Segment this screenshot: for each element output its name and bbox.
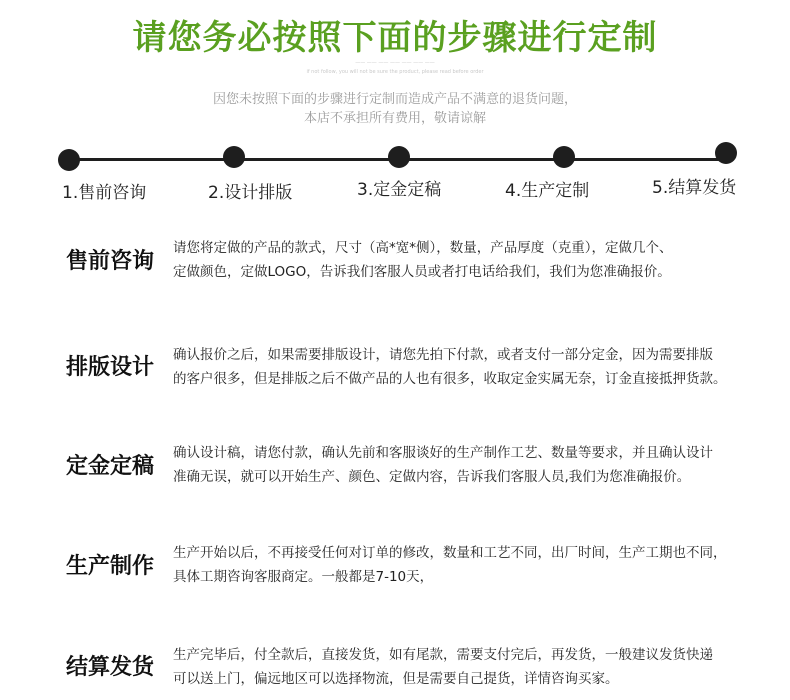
desc-line: 确认报价之后，如果需要排版设计，请您先拍下付款，或者支付一部分定金，因为需要排版 (173, 347, 713, 363)
desc-line: 请您将定做的产品的款式，尺寸（高*宽*侧），数量，产品厚度（克重），定做几个、 (173, 240, 673, 256)
timeline-dot-5 (715, 142, 737, 164)
page-title: 请您务必按照下面的步骤进行定制 (132, 18, 658, 58)
desc-line: 准确无误，就可以开始生产、颜色、定做内容，告诉我们客服人员,我们为您准确报价。 (173, 469, 691, 485)
faint-divider: —— —— —— —— —— —— —— (355, 60, 435, 66)
step-label-2: 2.设计排版 (208, 183, 293, 203)
desc-line: 生产开始以后，不再接受任何对订单的修改，数量和工艺不同，出厂时间，生产工期也不同， (173, 545, 727, 561)
section-title-production: 生产制作 (66, 554, 155, 579)
desc-line: 具体工期咨询客服商定。一般都是7-10天， (173, 569, 434, 585)
section-title-design: 排版设计 (66, 355, 155, 380)
section-title-deposit: 定金定稿 (66, 454, 155, 479)
desc-line: 确认设计稿，请您付款，确认先前和客服谈好的生产制作工艺、数量等要求，并且确认设计 (173, 445, 713, 461)
section-title-presale: 售前咨询 (66, 249, 155, 274)
timeline-dot-1 (58, 149, 80, 171)
desc-line: 定做颜色，定做LOGO，告诉我们客服人员或者打电话给我们，我们为您准确报价。 (173, 264, 671, 280)
notice-line-2: 本店不承担所有费用，敬请谅解 (303, 111, 486, 126)
section-title-shipping: 结算发货 (66, 655, 155, 680)
section-desc-production (173, 541, 773, 589)
step-label-3: 3.定金定稿 (357, 180, 442, 200)
desc-line: 生产完毕后，付全款后，直接发货，如有尾款，需要支付完后，再发货，一般建议发货快递 (173, 647, 713, 663)
timeline-dot-3 (388, 146, 410, 168)
step-label-5: 5.结算发货 (652, 178, 737, 198)
section-desc-shipping (173, 643, 773, 691)
notice-line-1: 因您未按照下面的步骤进行定制而造成产品不满意的退货问题， (212, 92, 577, 107)
desc-line: 的客户很多，但是排版之后不做产品的人也有很多，收取定金实属无奈，订金直接抵押货款。 (173, 371, 727, 387)
faint-english-line: if not follow, you will not be sure the product, please read before order (306, 69, 484, 75)
section-desc-presale (173, 236, 773, 284)
timeline-dot-4 (553, 146, 575, 168)
notice-text (0, 90, 790, 128)
step-label-1: 1.售前咨询 (62, 183, 147, 203)
section-desc-deposit (173, 441, 773, 489)
step-label-4: 4.生产定制 (505, 181, 590, 201)
timeline-dot-2 (223, 146, 245, 168)
desc-line: 可以送上门，偏远地区可以选择物流，但是需要自己提货，详情咨询买家。 (173, 671, 619, 687)
section-desc-design (173, 343, 773, 391)
